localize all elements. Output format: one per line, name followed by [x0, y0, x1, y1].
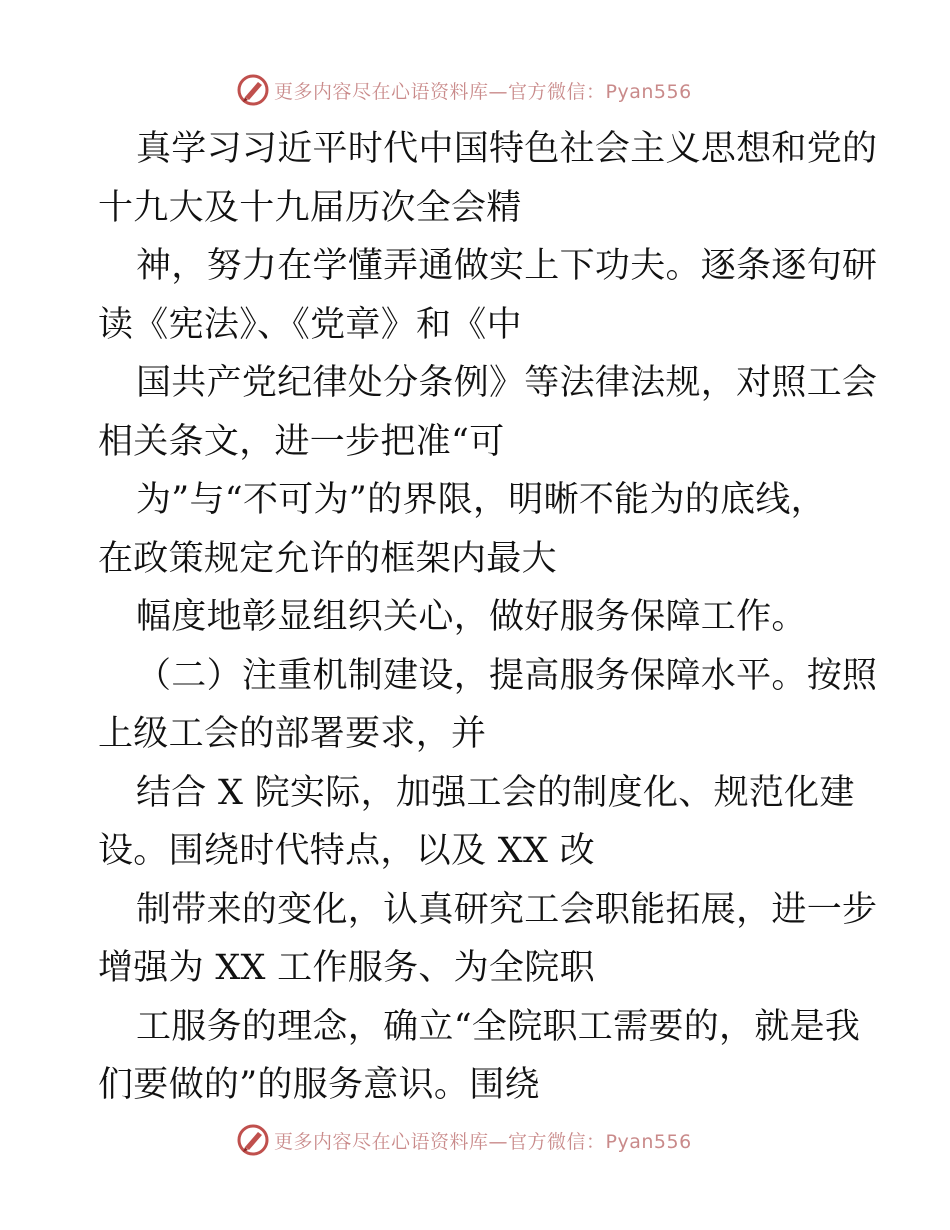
text-line: 设。围绕时代特点，以及 XX 改 [98, 831, 595, 871]
text-line: 制带来的变化，认真研究工会职能拓展，进一步 [136, 889, 878, 930]
text-line: 们要做的”的服务意识。围绕 [98, 1065, 540, 1105]
header-watermark-banner [236, 72, 692, 108]
text-line: 上级工会的部署要求，并 [98, 714, 487, 754]
text-line: 读《宪法》、《党章》和《中 [98, 304, 522, 345]
footer-watermark-banner [236, 1122, 692, 1158]
text-line: 增强为 XX 工作服务、为全院职 [98, 948, 595, 988]
header-banner-text: 更多内容尽在心语资料库—官方微信：Pyan556 [274, 80, 692, 103]
text-line: 相关条文，进一步把准“可 [98, 421, 505, 462]
text-line: 国共产党纪律处分条例》等法律法规，对照工会 [136, 363, 878, 403]
text-line: 真学习习近平时代中国特色社会主义思想和党的 [136, 129, 878, 169]
document-body [98, 120, 878, 1115]
text-line: 十九大及十九届历次全会精 [98, 187, 522, 228]
text-line: （二）注重机制建设，提高服务保障水平。按照 [136, 655, 878, 696]
pen-seal-icon [236, 73, 270, 107]
text-line: 在政策规定允许的框架内最大 [98, 538, 557, 579]
pen-seal-icon [236, 1123, 270, 1157]
text-line: 工服务的理念，确立“全院职工需要的，就是我 [136, 1006, 861, 1047]
footer-banner-text: 更多内容尽在心语资料库—官方微信：Pyan556 [274, 1130, 692, 1153]
text-line: 幅度地彰显组织关心，做好服务保障工作。 [136, 597, 807, 637]
text-line: 为”与“不可为”的界限，明晰不能为的底线， [136, 480, 826, 520]
text-line: 神，努力在学懂弄通做实上下功夫。逐条逐句研 [136, 246, 878, 286]
text-line: 结合 X 院实际，加强工会的制度化、规范化建 [136, 772, 855, 813]
